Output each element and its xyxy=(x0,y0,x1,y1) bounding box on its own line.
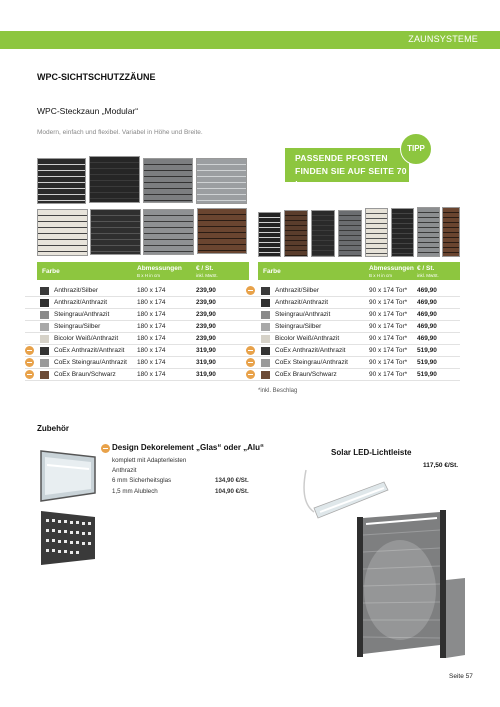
color-swatch xyxy=(261,359,270,367)
price: 519,90 xyxy=(417,347,437,354)
table-row xyxy=(246,297,460,309)
tag-icon xyxy=(101,444,110,453)
table-row xyxy=(246,321,460,333)
solar-price: 117,50 €/St. xyxy=(423,462,459,469)
table-row xyxy=(246,333,460,345)
dimension: 180 x 174 xyxy=(137,311,166,318)
gate-gallery-right xyxy=(258,207,460,257)
color-swatch xyxy=(40,335,49,343)
tag-icon xyxy=(25,370,34,379)
deko-opt2-price: 104,90 €/St. xyxy=(215,488,249,495)
dimension: 180 x 174 xyxy=(137,359,166,366)
price: 239,90 xyxy=(196,287,216,294)
color-swatch xyxy=(261,299,270,307)
color-name: Bicolor Weiß/Anthrazit xyxy=(275,335,340,342)
table-row xyxy=(246,357,460,369)
price: 519,90 xyxy=(417,371,437,378)
color-name: Anthrazit/Anthrazit xyxy=(54,299,108,306)
color-swatch xyxy=(261,287,270,295)
table-row xyxy=(25,357,249,369)
table-row xyxy=(25,321,249,333)
dimension: 180 x 174 xyxy=(137,299,166,306)
dimension: 90 x 174 Tor* xyxy=(369,287,408,294)
gate-panel xyxy=(284,210,308,257)
color-name: Anthrazit/Anthrazit xyxy=(275,299,329,306)
tag-icon xyxy=(25,346,34,355)
color-swatch xyxy=(261,323,270,331)
tag-icon xyxy=(246,370,255,379)
tipp-line2: FINDEN SIE AUF SEITE 70 ! xyxy=(295,166,407,189)
table-row xyxy=(25,333,249,345)
tag-icon xyxy=(246,286,255,295)
table-left-header xyxy=(37,262,249,280)
dimension: 180 x 174 xyxy=(137,323,166,330)
accessories-title: Zubehör xyxy=(37,424,69,433)
dimension: 90 x 174 Tor* xyxy=(369,359,408,366)
tag-icon xyxy=(246,358,255,367)
color-swatch xyxy=(40,311,49,319)
col-price xyxy=(196,265,218,279)
col-color: Farbe xyxy=(263,268,281,275)
deko-line1: komplett mit Adapterleisten xyxy=(112,457,187,464)
fence-panel xyxy=(37,209,88,256)
table-row xyxy=(25,369,249,381)
table-row xyxy=(25,309,249,321)
col-size-label: Abmessungen xyxy=(369,265,414,272)
color-swatch xyxy=(261,335,270,343)
color-name: CoEx Steingrau/Anthrazit xyxy=(54,359,127,366)
col-size xyxy=(137,265,182,279)
section-bar xyxy=(0,31,500,49)
fence-panel xyxy=(37,158,86,204)
table-row xyxy=(246,309,460,321)
deko-line2: Anthrazit xyxy=(112,467,137,474)
fence-panel xyxy=(143,209,194,255)
product-intro: Modern, einfach und flexibel. Variabel in Höhe und Breite. xyxy=(37,129,203,136)
dimension: 90 x 174 Tor* xyxy=(369,335,408,342)
tag-icon xyxy=(246,346,255,355)
price: 239,90 xyxy=(196,335,216,342)
gate-panel xyxy=(442,207,460,257)
deko-opt1-price: 134,90 €/St. xyxy=(215,477,249,484)
price: 239,90 xyxy=(196,299,216,306)
color-name: Anthrazit/Silber xyxy=(275,287,320,294)
color-name: CoEx Anthrazit/Anthrazit xyxy=(54,347,125,354)
dimension: 180 x 174 xyxy=(137,347,166,354)
fence-panel xyxy=(196,158,247,204)
col-price-label: € / St. xyxy=(417,265,435,272)
col-size-label: Abmessungen xyxy=(137,265,182,272)
price: 319,90 xyxy=(196,371,216,378)
dimension: 180 x 174 xyxy=(137,371,166,378)
dimension: 90 x 174 Tor* xyxy=(369,311,408,318)
col-size-sub: B x H in cm xyxy=(369,273,393,278)
color-name: Steingrau/Silber xyxy=(275,323,322,330)
price: 319,90 xyxy=(196,347,216,354)
color-swatch xyxy=(40,287,49,295)
glass-element-image xyxy=(37,445,97,505)
color-swatch xyxy=(40,323,49,331)
deko-opt1-label: 6 mm Sicherheitsglas xyxy=(112,477,172,484)
page-heading: WPC-SICHTSCHUTZZÄUNE xyxy=(37,72,156,82)
fence-panel xyxy=(89,156,140,203)
dimension: 90 x 174 Tor* xyxy=(369,371,408,378)
gate-panel xyxy=(391,208,414,257)
color-name: CoEx Braun/Schwarz xyxy=(54,371,116,378)
table-right-header xyxy=(258,262,460,280)
table-row xyxy=(246,369,460,381)
table-row xyxy=(25,297,249,309)
color-swatch xyxy=(261,311,270,319)
col-price-sub: inkl. MwSt. xyxy=(196,273,218,278)
dimension: 180 x 174 xyxy=(137,287,166,294)
gate-panel xyxy=(311,210,335,257)
table-row xyxy=(25,285,249,297)
deko-opt2-label: 1,5 mm Alublech xyxy=(112,488,158,495)
fence-panel-gallery-left xyxy=(37,156,247,256)
gate-panel xyxy=(338,210,362,257)
col-size xyxy=(369,265,414,279)
tipp-line1: PASSENDE PFOSTEN xyxy=(295,153,388,163)
price: 319,90 xyxy=(196,359,216,366)
price: 239,90 xyxy=(196,323,216,330)
table-row xyxy=(246,345,460,357)
table-row xyxy=(246,285,460,297)
color-swatch xyxy=(40,347,49,355)
dimension: 90 x 174 Tor* xyxy=(369,299,408,306)
product-title: WPC-Steckzaun „Modular“ xyxy=(37,106,139,116)
color-swatch xyxy=(40,371,49,379)
gate-panel xyxy=(417,207,440,257)
price: 469,90 xyxy=(417,323,437,330)
solar-title: Solar LED-Lichtleiste xyxy=(331,448,412,457)
dimension: 180 x 174 xyxy=(137,335,166,342)
deko-title: Design Dekorelement „Glas“ oder „Alu“ xyxy=(112,443,265,452)
footnote: *inkl. Beschlag xyxy=(258,388,298,394)
price: 469,90 xyxy=(417,299,437,306)
col-color: Farbe xyxy=(42,268,60,275)
color-name: CoEx Braun/Schwarz xyxy=(275,371,337,378)
page-number: Seite 57 xyxy=(449,673,473,680)
dimension: 90 x 174 Tor* xyxy=(369,347,408,354)
price: 239,90 xyxy=(196,311,216,318)
col-size-sub: B x H in cm xyxy=(137,273,161,278)
color-swatch xyxy=(261,347,270,355)
color-name: CoEx Steingrau/Anthrazit xyxy=(275,359,348,366)
col-price-label: € / St. xyxy=(196,265,214,272)
solar-led-image xyxy=(300,460,470,660)
dimension: 90 x 174 Tor* xyxy=(369,323,408,330)
color-name: Bicolor Weiß/Anthrazit xyxy=(54,335,119,342)
color-name: Steingrau/Silber xyxy=(54,323,101,330)
fence-panel xyxy=(90,209,141,255)
section-title: ZAUNSYSTEME xyxy=(408,34,478,44)
col-price-sub: inkl. MwSt. xyxy=(417,273,439,278)
color-swatch xyxy=(261,371,270,379)
color-swatch xyxy=(40,359,49,367)
col-price xyxy=(417,265,439,279)
gate-panel xyxy=(365,208,388,257)
color-name: Anthrazit/Silber xyxy=(54,287,99,294)
alu-element-image xyxy=(37,507,97,569)
table-row xyxy=(25,345,249,357)
price: 469,90 xyxy=(417,287,437,294)
color-swatch xyxy=(40,299,49,307)
color-name: Steingrau/Anthrazit xyxy=(275,311,331,318)
gate-panel xyxy=(258,212,281,257)
tipp-badge: TIPP xyxy=(400,133,432,165)
tipp-box xyxy=(285,148,409,189)
price: 469,90 xyxy=(417,311,437,318)
price: 519,90 xyxy=(417,359,437,366)
price: 469,90 xyxy=(417,335,437,342)
fence-panel xyxy=(143,158,193,203)
color-name: CoEx Anthrazit/Anthrazit xyxy=(275,347,346,354)
tag-icon xyxy=(25,358,34,367)
fence-panel xyxy=(197,208,247,254)
color-name: Steingrau/Anthrazit xyxy=(54,311,110,318)
